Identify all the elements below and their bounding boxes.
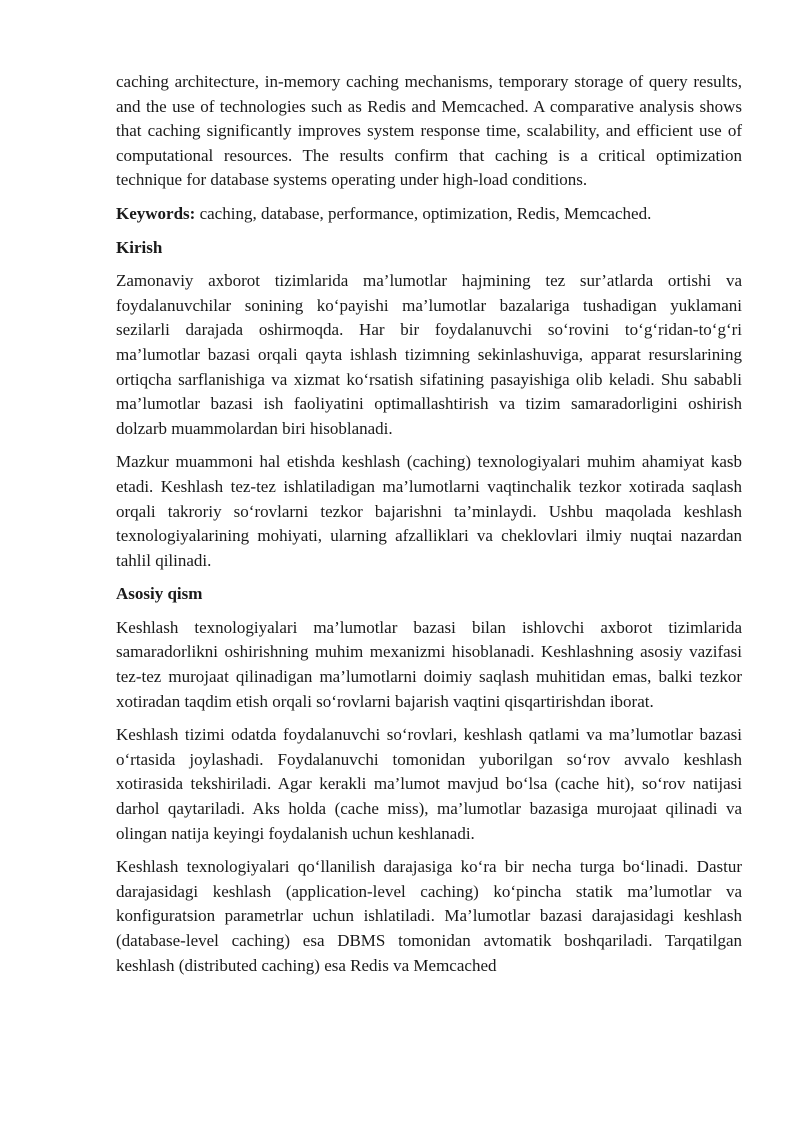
body-paragraph: Zamonaviy axborot tizimlarida ma’lumotlar hajmining tez sur’atlarda ortishi va foydalanuvchilar sonining ko‘payishi ma’lumotlar bazalariga tushadigan yuklamani sezilarli darajada oshirmoqda. Har bir foydalanuvchi so‘rovini to‘g‘ridan-to‘g‘ri ma’lumotlar bazasi orqali qayta ishlash tizimning sekinlashuviga, apparat resurslarining ortiqcha sarflanishiga va xizmat ko‘rsatish sifatining pasayishiga olib keladi. Shu sababli ma’lumotlar bazasi ish faoliyatini optimallashtirish va tizim samaradorligini oshirish dolzarb muammolardan biri hisoblanadi. (116, 271, 742, 438)
section-heading: Kirish (116, 237, 163, 257)
section-introduction (116, 236, 742, 574)
body-paragraph: Mazkur muammoni hal etishda keshlash (caching) texnologiyalari muhim ahamiyat kasb etadi. Keshlash tez-tez ishlatiladigan ma’lumotlarni vaqtinchalik tezkor xotirada saqlash orqali takroriy so‘rovlarni tezkor bajarishni ta’minlaydi. Ushbu maqolada keshlash texnologiyalarining mohiyati, ularning afzalliklari va cheklovlari ilmiy nuqtai nazardan tahlil qilinadi. (116, 452, 742, 570)
body-paragraph: Keshlash texnologiyalari qo‘llanilish darajasiga ko‘ra bir necha turga bo‘linadi. Dastur darajasidagi keshlash (application-level caching) ko‘pincha statik ma’lumotlar va konfiguratsion parametrlar uchun ishlatiladi. Ma’lumotlar bazasi darajasidagi keshlash (database-level caching) esa DBMS tomonidan avtomatik boshqariladi. Tarqatilgan keshlash (distributed caching) esa Redis va Memcached (116, 857, 742, 975)
section-main-part (116, 582, 742, 978)
keywords-label: Keywords: (116, 203, 196, 223)
keywords-text: caching, database, performance, optimization, Redis, Memcached. (199, 203, 652, 223)
keywords-line (116, 202, 742, 227)
body-paragraph: Keshlash tizimi odatda foydalanuvchi so‘rovlari, keshlash qatlami va ma’lumotlar bazasi o‘rtasida joylashadi. Foydalanuvchi tomonidan yuborilgan so‘rov avvalo keshlash xotirasida tekshiriladi. Agar kerakli ma’lumot mavjud bo‘lsa (cache hit), so‘rov natijasi darhol qaytariladi. Aks holda (cache miss), ma’lumotlar bazasiga murojaat qilinadi va olingan natija keyingi foydalanish uchun keshlanadi. (116, 725, 742, 843)
body-paragraph: Keshlash texnologiyalari ma’lumotlar bazasi bilan ishlovchi axborot tizimlarida samaradorlikni oshirishning muhim mexanizmi hisoblanadi. Keshlashning asosiy vazifasi tez-tez murojaat qilinadigan ma’lumotlarni doimiy saqlash muhitidan emas, balki tezkor xotiradan taqdim etish orqali so‘rovlarni bajarish vaqtini qisqartirishdan iborat. (116, 617, 742, 711)
document-page (116, 70, 742, 987)
abstract-paragraph: caching architecture, in-memory caching mechanisms, temporary storage of query results, and the use of technologies such as Redis and Memcached. A comparative analysis shows that caching significantly improves system response time, scalability, and efficient use of computational resources. The results confirm that caching is a critical optimization technique for database systems operating under high-load conditions. (116, 72, 742, 190)
section-heading: Asosiy qism (116, 584, 203, 604)
